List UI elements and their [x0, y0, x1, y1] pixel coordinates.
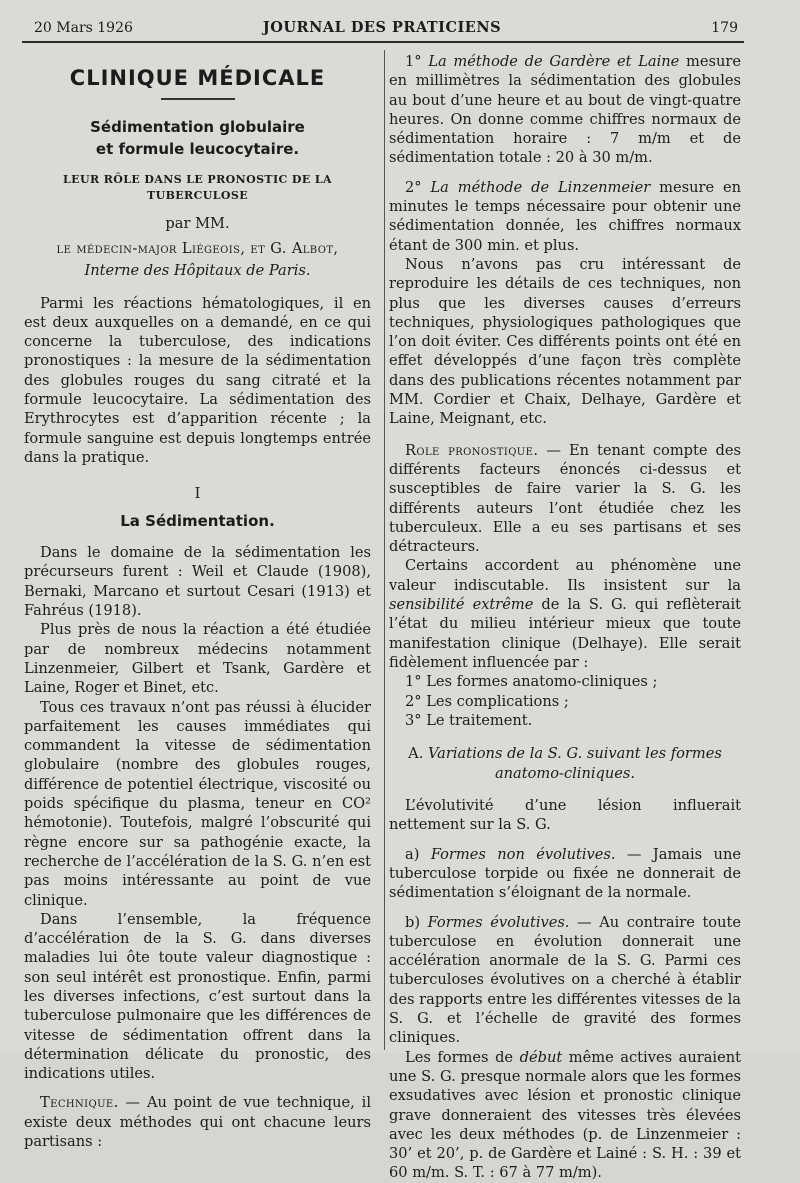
byline-par: par MM. — [165, 214, 230, 232]
article-subtitle: LEUR RÔLE DANS LE PRONOSTIC DE LA TUBERCULOSE — [63, 172, 332, 202]
role-text: — En tenant compte des différents facteurs énoncés ci-dessus et susceptibles de faire varier la S. G. les différents auteurs l’ont étudiée chez les tuberculeux. Elle a eu ses partisans et ses détracteurs. — [389, 441, 741, 556]
title-rule — [161, 98, 235, 100]
section-title: La Sédimentation. — [120, 512, 275, 531]
paragraph-causes: Tous ces travaux n’ont pas réussi à élucider parfaitement les causes immédiates qui commandent la vitesse de sédimentation globulaire (nombre des globules rouges, différence de potentiel électrique, viscosité ou poids spécifique du plasma, teneur en CO² hémotonie). Toutefois, malgré l’obscurité qui règne encore sur sa pathogénie exacte, la recherche de l’accélération de la S. G. n’en est pas moins intéressante au point de vue clinique. — [24, 698, 371, 909]
list-item: 1° Les formes anatomo-cliniques ; — [405, 673, 658, 691]
paragraph-certains — [389, 556, 741, 672]
right-column — [389, 52, 741, 1183]
method-2-paragraph — [389, 178, 741, 255]
paragraph-non-evolutives — [389, 845, 741, 903]
method-1-number: 1° — [405, 53, 422, 70]
running-header — [22, 18, 742, 40]
section-number: I — [194, 485, 201, 503]
subheading-a — [389, 744, 741, 764]
b-text: — Au contraire toute tuberculose en évolution donnerait une accélération anormale de la S. G. Parmi ces tuberculoses évolutives on a cherché à établir des rapports entre les différentes vitesses de la S. G. et l’échelle de gravité des formes cliniques. — [389, 913, 741, 1047]
paragraph-studies: Plus près de nous la réaction a été étudiée par de nombreux médecins notamment Linzenmeier, Gilbert et Tsank, Gardère et Laine, Roger et Binet, etc. — [24, 621, 371, 697]
method-1-paragraph — [389, 52, 741, 168]
paragraph-ensemble: Dans l’ensemble, la fréquence d’accélération de la S. G. dans diverses maladies lui ôte toute valeur diagnostique : son seul intérêt est pronostique. Enfin, parmi les diverses infections, c’est surtout dans la tuberculose pulmonaire que les différences de vitesse de sédimentation offrent dans la détermination délicate du pronostic, des indications utiles. — [24, 910, 371, 1083]
paragraph-role — [389, 441, 741, 557]
debut-italic: début — [519, 1048, 563, 1066]
debut-text-b: même actives auraient une S. G. presque normale alors que les formes exsudatives avec lésion et pronostic clinique grave donneraient des vitesses très élevées avec les deux méthodes (p. de Linzenmeier : 30’ et 20’, p. de Gardère et Lainé : S. H. : 39 et 60 m/m. S. T. : 67 à 77 m/m). — [389, 1048, 741, 1182]
debut-text-a: Les formes de — [405, 1048, 520, 1066]
b-italic: Formes évolutives. — [427, 913, 570, 931]
a-italic: Formes non évolutives. — [430, 845, 616, 863]
paragraph-debut — [389, 1048, 741, 1183]
column-divider — [384, 50, 385, 1050]
a-label: a) — [405, 845, 420, 863]
b-label: b) — [405, 913, 421, 931]
article-title-line1: Sédimentation globulaire — [90, 117, 305, 136]
method-1-name: La méthode de Gardère et Laine — [428, 53, 680, 70]
certains-italic: sensibilité extrême — [389, 596, 534, 614]
certains-text-b: de la S. G. qui reflèterait l’état du milieu intérieur mieux que toute manifestation clinique (Delhaye). Elle serait fidèlement influencée par : — [389, 596, 741, 671]
header-journal-title: JOURNAL DES PRATICIENS — [262, 19, 502, 36]
subheading-a-text: Variations de la S. G. suivant les formes — [427, 745, 722, 763]
subheading-a-letter: A. — [408, 745, 424, 763]
paragraph-details: Nous n’avons pas cru intéressant de reproduire les détails de ces techniques, non plus que les diverses causes d’erreurs techniques, physiologiques pathologiques que l’on doit éviter. Ces différents points ont été en effet développés d’une façon très complète dans des publications récentes notamment par MM. Cordier et Chaix, Delhaye, Gardère et Laine, Meignant, etc. — [389, 255, 741, 428]
header-page-number: 179 — [711, 20, 738, 36]
subheading-a-line2: anatomo-cliniques. — [494, 765, 636, 783]
authors-line2: Interne des Hôpitaux de Paris. — [84, 261, 311, 279]
technique-label: Technique. — [40, 1094, 119, 1112]
paragraph-technique — [24, 1093, 371, 1151]
method-2-text: mesure en minutes le temps nécessaire pour obtenir une sédimentation donnée, les chiffres normaux étant de 300 min. et plus. — [389, 178, 742, 254]
certains-text-a: Certains accordent au phénomène une valeur indiscutable. Ils insistent sur la — [389, 557, 741, 594]
intro-paragraph: Parmi les réactions hématologiques, il en est deux auxquelles on a demandé, en ce qui concerne la tuberculose, des indications pronostiques : la mesure de la sédimentation des globules rouges du sang citraté et la formule leucocytaire. La sédimentation des Erythrocytes est d’apparition récente ; la formule sanguine est depuis longtemps entrée dans la pratique. — [24, 294, 371, 466]
role-label: Role pronostique. — [405, 441, 539, 459]
header-rule — [22, 41, 744, 43]
paragraph-evolutives — [389, 913, 741, 1048]
section-label: CLINIQUE MÉDICALE — [69, 66, 326, 90]
paragraph-evolutivite: L’évolutivité d’une lésion influerait nettement sur la S. G. — [389, 797, 741, 834]
paragraph-precursors: Dans le domaine de la sédimentation les précurseurs furent : Weil et Claude (1908), Bernaki, Marcano et surtout Cesari (1913) et Fahréus (1918). — [24, 544, 371, 620]
a-text: — Jamais une tuberculose torpide ou fixée ne donnerait de sédimentation s’éloignant de la normale. — [389, 845, 741, 902]
article-title-line2: et formule leucocytaire. — [95, 139, 300, 158]
method-1-text: mesure en millimètres la sédimentation des globules au bout d’une heure et au bout de vingt-quatre heures. On donne comme chiffres normaux de sédimentation horaire : 7 m/m et de sédimentation totale : 20 à 30 m/m. — [389, 53, 741, 167]
list-item: 3° Le traitement. — [405, 711, 533, 729]
method-2-number: 2° — [405, 178, 422, 196]
authors-line1: le médecin-major Liégeois, et G. Albot, — [56, 239, 339, 257]
left-column — [24, 52, 371, 1151]
technique-text: — Au point de vue technique, il existe deux méthodes qui ont chacune leurs partisans : — [24, 1094, 371, 1151]
header-date: 20 Mars 1926 — [34, 20, 133, 36]
method-2-name: La méthode de Linzenmeier — [430, 178, 651, 196]
list-item: 2° Les complications ; — [405, 692, 569, 710]
